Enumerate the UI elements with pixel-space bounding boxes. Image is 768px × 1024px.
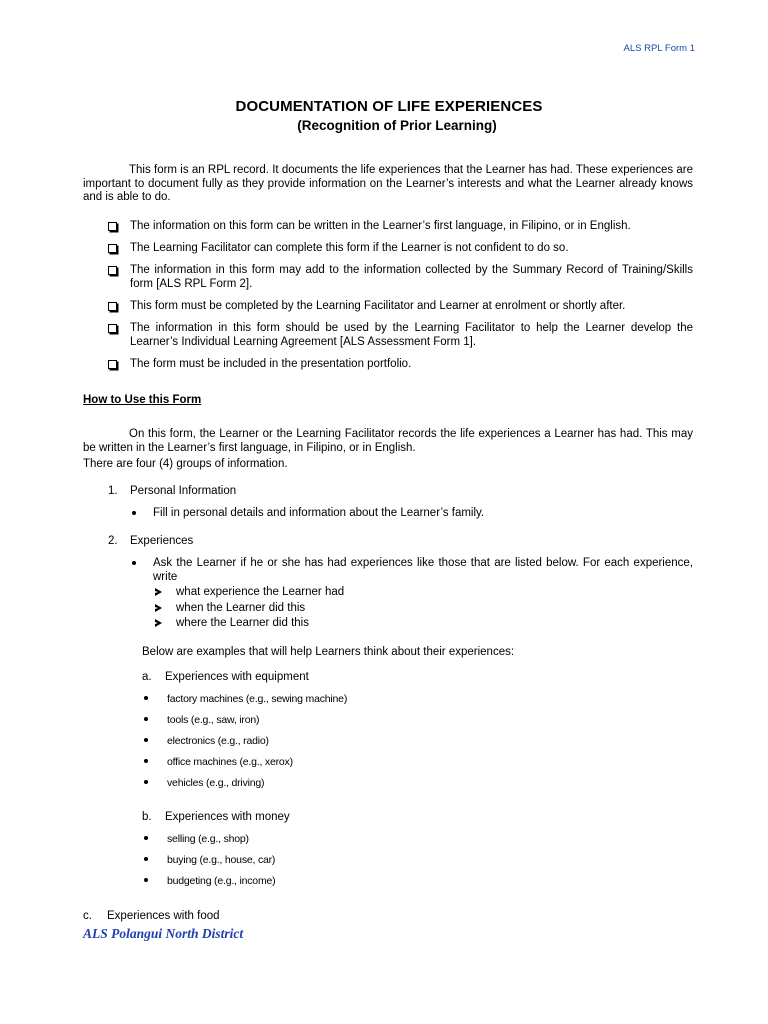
list-item: The form must be included in the presentation portfolio. — [108, 357, 693, 371]
groups-count-text: There are four (4) groups of information. — [83, 458, 288, 470]
arrow-bullet-icon — [155, 588, 162, 596]
checkbox-icon — [108, 222, 117, 231]
group-bullet-text: Fill in personal details and information about the Learner’s family. — [153, 507, 485, 519]
list-item: tools (e.g., saw, iron) — [167, 714, 260, 726]
list-item: The information in this form may add to the information collected by the Summary Record of Training/Skills form [ALS RPL Form 2]. — [108, 263, 693, 291]
list-item: buying (e.g., house, car) — [167, 854, 276, 866]
intro-paragraph — [83, 164, 693, 205]
sub-item: what experience the Learner had — [176, 586, 345, 598]
list-item: vehicles (e.g., driving) — [167, 777, 265, 789]
sub-item: when the Learner did this — [176, 602, 306, 614]
bullet-icon — [144, 878, 148, 882]
notes-list — [108, 219, 693, 371]
checkbox-icon — [108, 324, 117, 333]
example-letter: b. — [142, 811, 152, 823]
document-subtitle: (Recognition of Prior Learning) — [297, 118, 497, 133]
bullet-icon — [144, 717, 148, 721]
example-heading-equipment: Experiences with equipment — [165, 671, 309, 683]
group-number: 1. — [108, 485, 118, 497]
list-item: electronics (e.g., radio) — [167, 735, 269, 747]
example-letter: a. — [142, 671, 152, 683]
intro-text: This form is an RPL record. It documents the life experiences that the Learner has had. These experiences are important to document fully as they provide information on the Learner’s interests and what the Learner already knows and is able to do. — [83, 164, 693, 203]
example-letter: c. — [83, 910, 92, 922]
sub-item: where the Learner did this — [176, 617, 309, 629]
list-item: The information in this form should be used by the Learning Facilitator to help the Learner develop the Learner’s Individual Learning Agreement [ALS Assessment Form 1]. — [108, 321, 693, 349]
group-bullet-text: Ask the Learner if he or she has had experiences like those that are listed below. For each experience, write — [153, 557, 693, 583]
how-to-heading: How to Use this Form — [83, 394, 202, 406]
footer-district: ALS Polangui North District — [83, 926, 244, 941]
checkbox-icon — [108, 266, 117, 275]
bullet-icon — [144, 780, 148, 784]
group-number: 2. — [108, 535, 118, 547]
example-heading-money: Experiences with money — [165, 811, 290, 823]
bullet-icon — [144, 759, 148, 763]
checkbox-icon — [108, 360, 117, 369]
list-item: This form must be completed by the Learning Facilitator and Learner at enrolment or shortly after. — [108, 299, 693, 313]
bullet-icon — [132, 561, 136, 565]
bullet-icon — [144, 696, 148, 700]
list-item: The information on this form can be written in the Learner’s first language, in Filipino, or in English. — [108, 219, 693, 233]
group-label-experiences: Experiences — [130, 535, 194, 547]
list-item: The Learning Facilitator can complete this form if the Learner is not confident to do so. — [108, 241, 693, 255]
checkbox-icon — [108, 302, 117, 311]
list-item: selling (e.g., shop) — [167, 833, 249, 845]
bullet-icon — [144, 836, 148, 840]
bullet-icon — [144, 857, 148, 861]
document-title: DOCUMENTATION OF LIFE EXPERIENCES — [235, 98, 543, 115]
bullet-icon — [144, 738, 148, 742]
form-id: ALS RPL Form 1 — [623, 43, 695, 54]
list-item: budgeting (e.g., income) — [167, 875, 276, 887]
arrow-bullet-icon — [155, 604, 162, 612]
group-label-personal: Personal Information — [130, 485, 237, 497]
how-to-paragraph: On this form, the Learner or the Learning Facilitator records the life experiences a Learner has had. This may be written in the Learner’s first language, in Filipino, or in English. — [83, 428, 693, 454]
examples-intro: Below are examples that will help Learners think about their experiences: — [142, 646, 515, 658]
list-item: office machines (e.g., xerox) — [167, 756, 293, 768]
arrow-bullet-icon — [155, 619, 162, 627]
list-item: factory machines (e.g., sewing machine) — [167, 693, 348, 705]
bullet-icon — [132, 511, 136, 515]
example-heading-food: Experiences with food — [107, 910, 220, 922]
checkbox-icon — [108, 244, 117, 253]
